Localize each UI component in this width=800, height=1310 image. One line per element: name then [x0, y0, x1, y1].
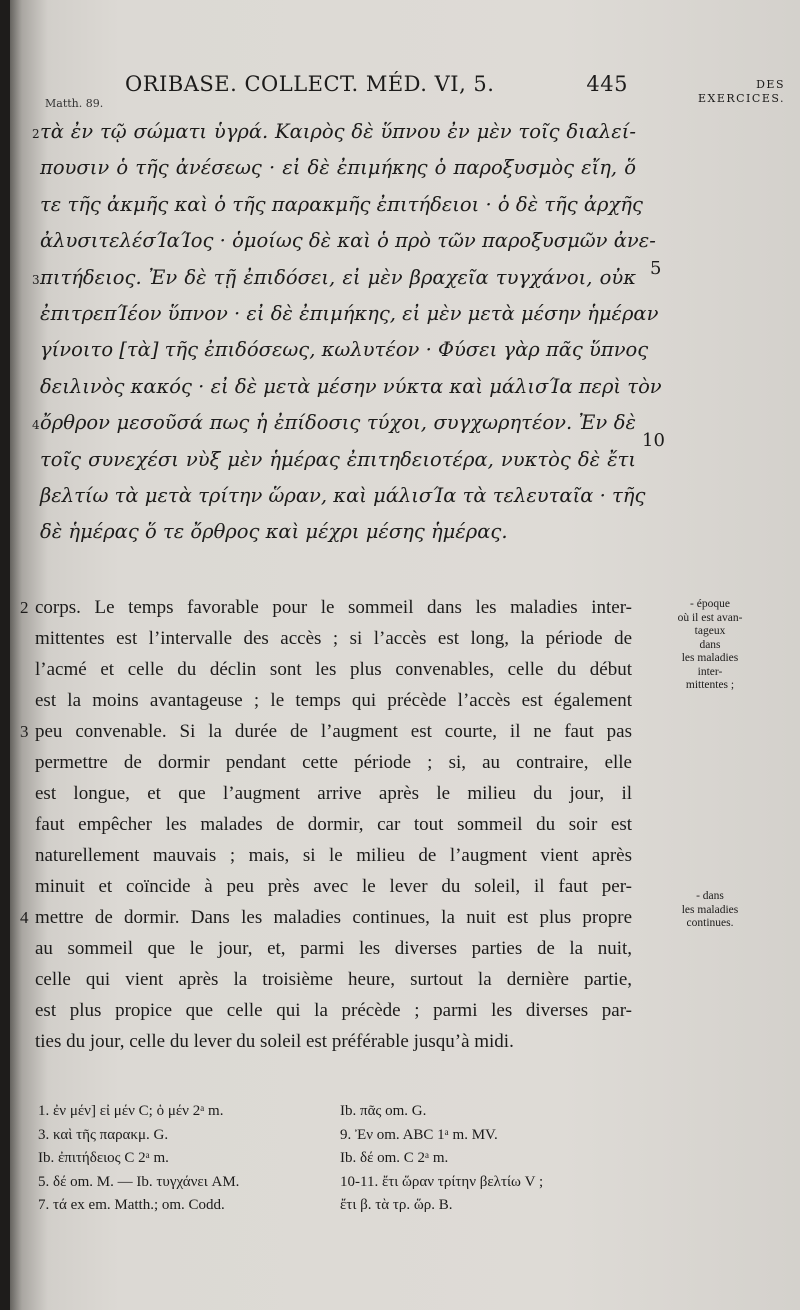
- line-number-5: 5: [650, 258, 662, 279]
- french-line: est la moins avantageuse ; le temps qui précède l’accès est également: [35, 690, 632, 711]
- greek-line: 4 ὄρθρον μεσοῦσά πως ἡ ἐπίδοσις τύχοι, συγχωρητέον. Ἐν δὲ: [32, 411, 636, 435]
- note-line: 9. Ἐν om. ABC 1ᵃ m. MV.: [340, 1126, 498, 1143]
- greek-line: ἀλυσιτελέσΊαΊος · ὁμοίως δὲ καὶ ὁ πρὸ τῶν παροξυσμῶν ἀνε-: [40, 229, 656, 253]
- note-line: 1. ἐν μέν] εἰ μέν C; ὁ μέν 2ᵃ m.: [38, 1103, 224, 1119]
- note-line: 10-11. ἔτι ὥραν τρίτην βελτίω V ;: [340, 1173, 544, 1190]
- french-line: 2 corps. Le temps favorable pour le sommeil dans les maladies inter-: [20, 597, 632, 618]
- greek-line: τε τῆς ἀκμῆς καὶ ὁ τῆς παρακμῆς ἐπιτήδειοι · ὁ δὲ τῆς ἀρχῆς: [40, 192, 643, 216]
- note-line: ἔτι β. τὰ τρ. ὥρ. B.: [340, 1197, 453, 1213]
- note-line: 5. δέ om. M. — Ib. τυγχάνει AM.: [38, 1173, 240, 1190]
- french-line: est plus propice que celle qui la précède ; parmi les diverses par-: [35, 1000, 632, 1021]
- critical-notes-left: [38, 1100, 239, 1218]
- greek-line: πουσιν ὁ τῆς ἀνέσεως · εἰ δὲ ἐπιμήκης ὁ παροξυσμὸς εἴη, ὅ: [40, 156, 636, 180]
- french-line: l’acmé et celle du déclin sont les plus convenables, celle du début: [35, 659, 632, 680]
- note-line: Ib. πᾶς om. G.: [340, 1103, 427, 1119]
- greek-line: βελτίω τὰ μετὰ τρίτην ὥραν, καὶ μάλισΊα τὰ τελευταῖα · τῆς: [40, 483, 646, 507]
- french-line: permettre de dormir pendant cette période ; si, au contraire, elle: [35, 752, 632, 773]
- french-line: 3 peu convenable. Si la durée de l’augment est courte, il ne faut pas: [20, 721, 632, 742]
- french-line: est longue, et que l’augment arrive après le milieu du jour, il: [35, 783, 632, 804]
- french-line: ties du jour, celle du lever du soleil est préférable jusqu’à midi.: [35, 1031, 514, 1052]
- french-line: faut empêcher les malades de dormir, car tout sommeil du soir est: [35, 814, 632, 835]
- french-line: mittentes est l’intervalle des accès ; si l’accès est long, la période de: [35, 628, 632, 649]
- page-number: 445: [586, 72, 628, 96]
- note-line: Ib. ἐπιτήδειος C 2ᵃ m.: [38, 1150, 169, 1166]
- matthaei-reference: Matth. 89.: [45, 97, 104, 110]
- french-line: minuit et coïncide à peu près avec le lever du soleil, il faut per-: [35, 876, 632, 897]
- side-note-intermittent: - époque où il est avan- tageux dans les maladies inter- mittentes ;: [677, 598, 743, 691]
- side-note-continuous: - dans les maladies continues.: [681, 890, 739, 929]
- book-spine-shadow: [0, 0, 10, 1310]
- line-number-10: 10: [642, 430, 665, 451]
- greek-line: γίνοιτο [τὰ] τῆς ἐπιδόσεως, κωλυτέον · Φύσει γὰρ πᾶς ὕπνος: [40, 338, 649, 362]
- note-line: Ib. δέ om. C 2ᵃ m.: [340, 1150, 449, 1166]
- french-line: au sommeil que le jour, et, parmi les diverses parties de la nuit,: [35, 938, 632, 959]
- greek-line: 3 πιτήδειος. Ἐν δὲ τῇ ἐπιδόσει, εἰ μὲν βραχεῖα τυγχάνοι, οὐκ: [32, 265, 636, 289]
- french-translation-block: [20, 592, 632, 1057]
- greek-line: δειλινὸς κακός · εἰ δὲ μετὰ μέσην νύκτα καὶ μάλισΊα περὶ τὸν: [40, 374, 662, 398]
- margin-section-heading: DES EXERCICES.: [697, 78, 785, 105]
- greek-line: τοῖς συνεχέσι νὺξ μὲν ἡμέρας ἐπιτηδειοτέρα, νυκτὸς δὲ ἔτι: [40, 447, 636, 471]
- greek-line: ἐπιτρεπΊέον ὕπνον · εἰ δὲ ἐπιμήκης, εἰ μὲν μετὰ μέσην ἡμέραν: [40, 301, 659, 325]
- critical-notes-right: [340, 1100, 543, 1218]
- french-line: naturellement mauvais ; mais, si le milieu de l’augment vient après: [35, 845, 632, 866]
- greek-line: δὲ ἡμέρας ὅ τε ὄρθρος καὶ μέχρι μέσης ἡμέρας.: [40, 520, 508, 544]
- note-line: 7. τά ex em. Matth.; om. Codd.: [38, 1197, 225, 1213]
- note-line: 3. καὶ τῆς παρακμ. G.: [38, 1126, 169, 1143]
- greek-line: 2 τὰ ἐν τῷ σώματι ὑγρά. Καιρὸς δὲ ὕπνου ἐν μὲν τοῖς διαλεί-: [32, 120, 636, 143]
- french-line: celle qui vient après la troisième heure, surtout la dernière partie,: [35, 969, 632, 990]
- french-line: 4 mettre de dormir. Dans les maladies continues, la nuit est plus propre: [20, 907, 632, 928]
- running-title: ORIBASE. COLLECT. MÉD. VI, 5.: [125, 72, 495, 96]
